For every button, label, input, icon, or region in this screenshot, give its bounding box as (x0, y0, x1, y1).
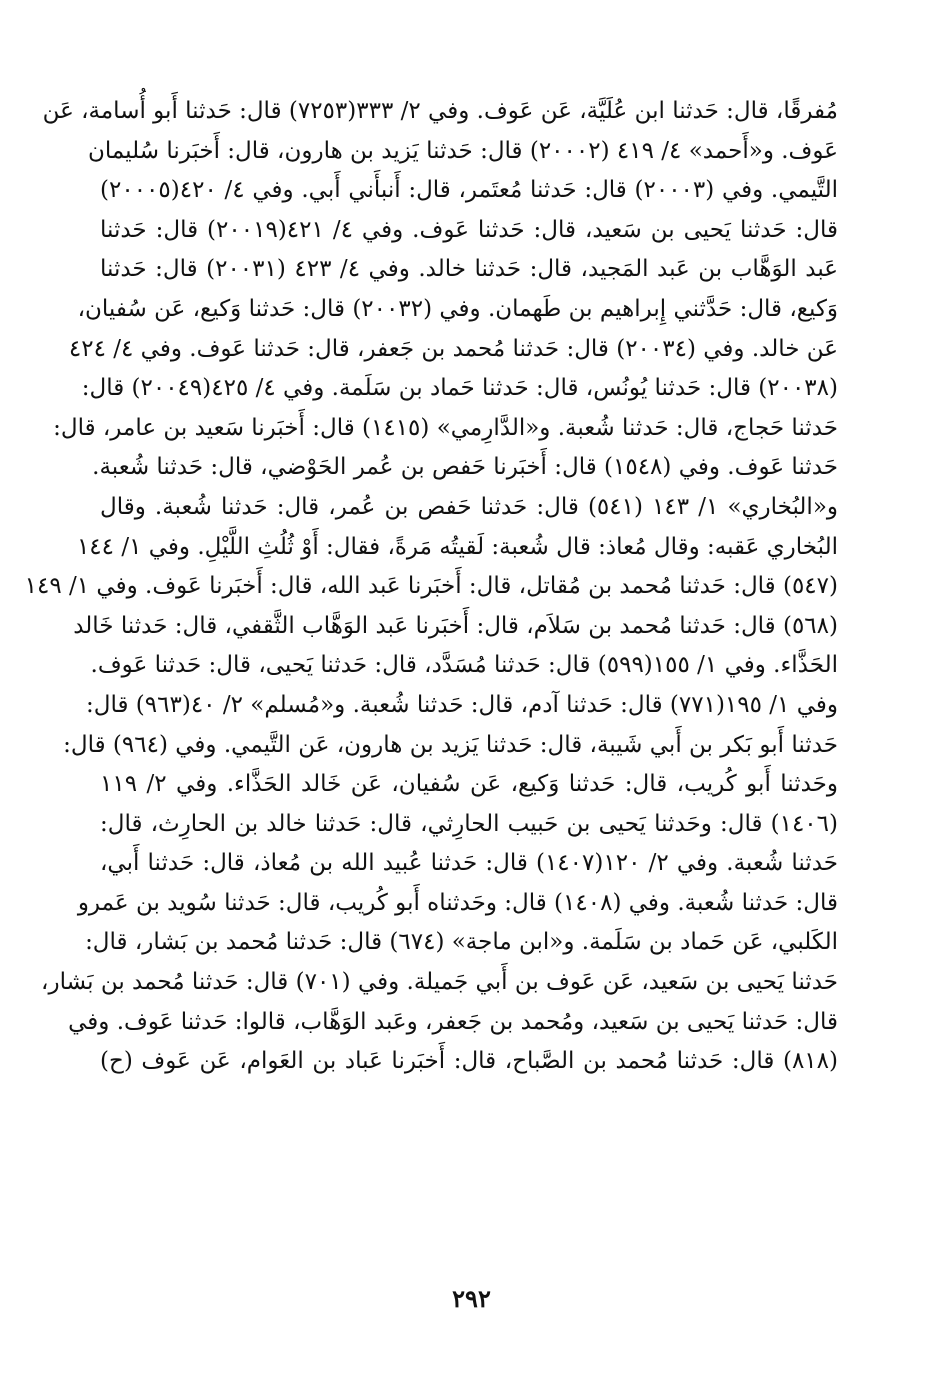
page-number: ٢٩٢ (452, 1284, 491, 1313)
text-line: قال: حَدثنا شُعبة. وفي (١٤٠٨) قال: وحَدثناه أَبو كُريب، قال: حَدثنا سُويد بن عَمرو (77, 889, 838, 916)
text-line: حَدثنا شُعبة. وفي ٢/ ١٢٠(١٤٠٧) قال: حَدثنا عُبيد الله بن مُعاذ، قال: حَدثنا أَبي، (100, 850, 839, 877)
text-line: حَدثنا يَحيى بن سَعيد، عَن عَوف بن أَبي جَميلة. وفي (٧٠١) قال: حَدثنا مُحمد بن بَشار، (41, 969, 838, 996)
text-line: (٢٠٠٣٨) قال: حَدثنا يُونُس، قال: حَدثنا حَماد بن سَلَمة. وفي ٤/ ٤٢٥(٢٠٠٤٩) قال: (81, 375, 838, 402)
text-line: عَبد الوَهَّاب بن عَبد المَجيد، قال: حَدثنا خالد. وفي ٤/ ٤٢٣ (٢٠٠٣١) قال: حَدثنا (100, 256, 838, 283)
text-line: عَن خالد. وفي (٢٠٠٣٤) قال: حَدثنا مُحمد بن جَعفر، قال: حَدثنا عَوف. وفي ٤/ ٤٢٤ (68, 335, 838, 362)
text-line: (٥٦٨) قال: حَدثنا مُحمد بن سَلاَم، قال: أَخبَرنا عَبد الوَهَّاب الثَّقفي، قال: حَدثنا خَالد (73, 612, 838, 639)
text-line: وفي ١/ ١٩٥(٧٧١) قال: حَدثنا آدم، قال: حَدثنا شُعبة. و«مُسلم» ٢/ ٤٠(٩٦٣) قال: (86, 691, 838, 718)
text-line: عَوف. و«أَحمد» ٤/ ٤١٩ (٢٠٠٠٢) قال: حَدثنا يَزيد بن هارون، قال: أَخبَرنا سُليمان (87, 137, 838, 164)
text-line: (١٤٠٦) قال: وحَدثنا يَحيى بن حَبيب الحارِثي، قال: حَدثنا خالد بن الحارِث، قال: (100, 810, 838, 837)
text-line: (٥٤٧) قال: حَدثنا مُحمد بن مُقاتل، قال: أَخبَرنا عَبد الله، قال: أَخبَرنا عَوف. وفي ١/ ١٤٩ (24, 573, 838, 600)
text-line: حَدثنا حَجاج، قال: حَدثنا شُعبة. و«الدَّارِمي» (١٤١٥) قال: أَخبَرنا سَعيد بن عامر، قال: (53, 414, 838, 441)
text-line: و«البُخاري» ١/ ١٤٣ (٥٤١) قال: حَدثنا حَفص بن عُمر، قال: حَدثنا شُعبة. وقال (100, 493, 838, 520)
text-line: وحَدثنا أَبو كُريب، قال: حَدثنا وَكيع، عَن سُفيان، عَن خَالد الحَذَّاء. وفي ٢/ ١١٩ (100, 771, 839, 798)
text-line: وَكيع، قال: حَدَّثني إِبراهيم بن طَهمان. وفي (٢٠٠٣٢) قال: حَدثنا وَكيع، عَن سُفيان، (77, 295, 838, 322)
text-line: البُخاري عَقبه: وقال مُعاذ: قال شُعبة: لَقيتُه مَرةً، فقال: أَوْ ثُلُثِ اللَّيْلِ. وفي ١/ ١٤٤ (76, 533, 838, 560)
text-line: قال: حَدثنا يَحيى بن سَعيد، قال: حَدثنا عَوف. وفي ٤/ ٤٢١(٢٠٠١٩) قال: حَدثنا (100, 216, 839, 243)
text-line: الحَذَّاء. وفي ١/ ١٥٥(٥٩٩) قال: حَدثنا مُسَدَّد، قال: حَدثنا يَحيى، قال: حَدثنا عَوف. (90, 652, 838, 679)
text-line: (٨١٨) قال: حَدثنا مُحمد بن الصَّباح، قال: أَخبَرنا عَباد بن العَوام، عَن عَوف (ح) (100, 1048, 838, 1075)
text-line: حَدثنا عَوف. وفي (١٥٤٨) قال: أَخبَرنا حَفص بن عُمر الحَوْضي، قال: حَدثنا شُعبة. (92, 454, 838, 481)
text-line: الكَلبي، عَن حَماد بن سَلَمة. و«ابن ماجة» (٦٧٤) قال: حَدثنا مُحمد بن بَشار، قال: (85, 929, 838, 956)
text-line: التَّيمي. وفي (٢٠٠٠٣) قال: حَدثنا مُعتَمر، قال: أَنبأَني أَبي. وفي ٤/ ٤٢٠(٢٠٠٠٥) (100, 177, 838, 204)
text-line: قال: حَدثنا يَحيى بن سَعيد، ومُحمد بن جَعفر، وعَبد الوَهَّاب، قالوا: حَدثنا عَوف. وفي (68, 1008, 838, 1035)
text-line: مُفرقًا، قال: حَدثنا ابن عُلَيَّة، عَن عَوف. وفي ٢/ ٣٣٣(٧٢٥٣) قال: حَدثنا أَبو أُسامة، عَن (42, 98, 838, 124)
body-text (24, 92, 839, 1082)
text-line: حَدثنا أَبو بَكر بن أَبي شَيبة، قال: حَدثنا يَزيد بن هارون، عَن التَّيمي. وفي (٩٦٤) قال: (63, 731, 838, 758)
